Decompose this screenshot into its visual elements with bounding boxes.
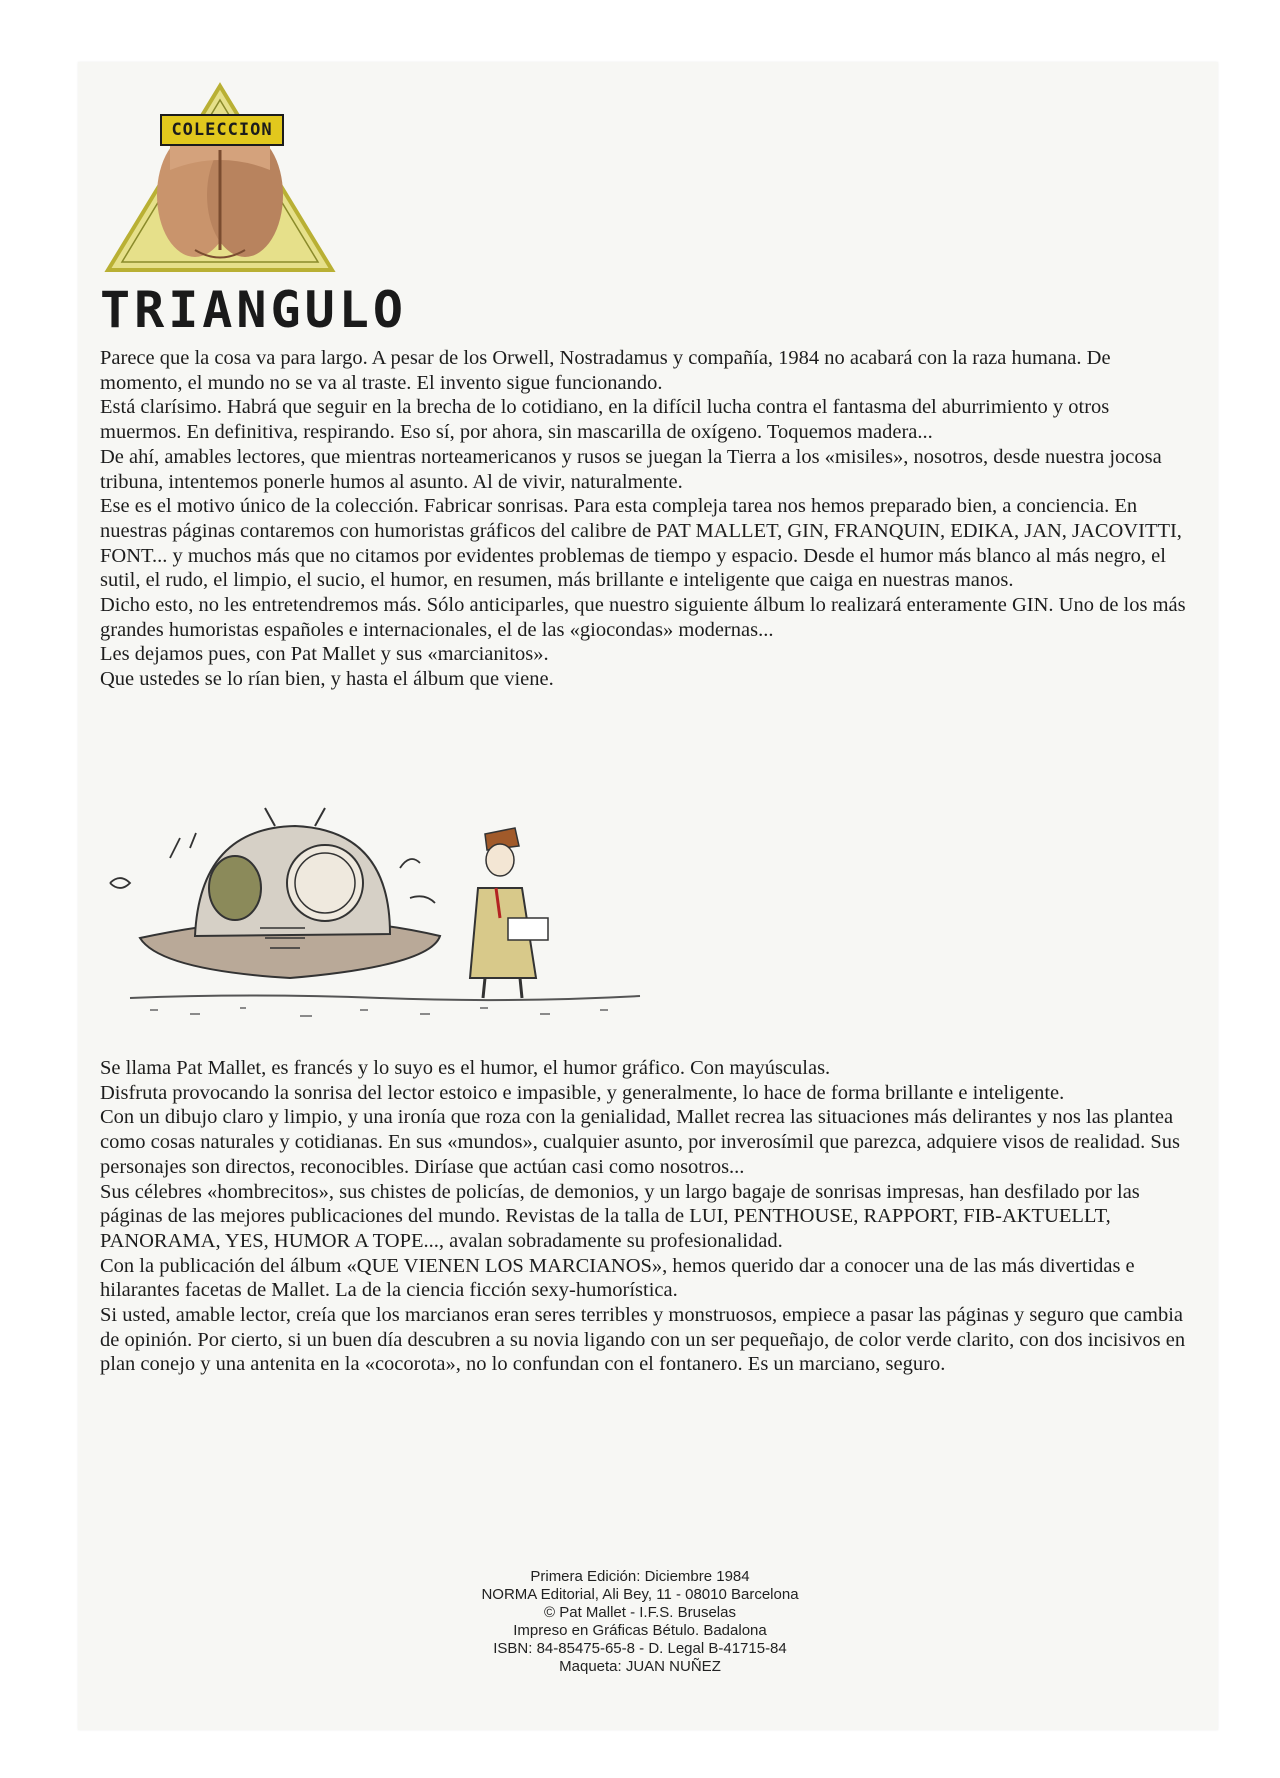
colophon-line: Impreso en Gráficas Bétulo. Badalona — [513, 1622, 767, 1639]
colophon-line: ISBN: 84-85475-65-8 - D. Legal B-41715-84 — [493, 1640, 787, 1657]
colophon-line: NORMA Editorial, Ali Bey, 11 - 08010 Barcelona — [481, 1586, 799, 1603]
bio-paragraph: Con la publicación del álbum «QUE VIENEN LOS MARCIANOS», hemos querido dar a conocer una de las más divertidas e hilarantes facetas de Mallet. La de la ciencia ficción sexy-humorística. — [100, 1254, 1135, 1302]
colophon-line: Maqueta: JUAN NUÑEZ — [559, 1658, 721, 1675]
intro-paragraph: Que ustedes se lo rían bien, y hasta el álbum que viene. — [100, 668, 554, 691]
cartoon-illustration — [100, 788, 660, 1038]
illustration-figure-icon — [157, 130, 283, 258]
colophon-line: © Pat Mallet - I.F.S. Bruselas — [544, 1604, 736, 1621]
intro-paragraph: Les dejamos pues, con Pat Mallet y sus «marcianitos». — [100, 643, 549, 666]
bio-paragraph: Si usted, amable lector, creía que los marcianos eran seres terribles y monstruosos, empiece a pasar las páginas y seguro que cambia de opinión. Por cierto, si un buen día descubren a su novia ligando con un ser pequeñajo, de color verde clarito, con dos incisivos en plan conejo y una antenita en la «cocorota», no lo confundan con el fontanero. Es un marciano, seguro. — [100, 1304, 1186, 1376]
colophon — [340, 1568, 940, 1676]
intro-paragraph: Dicho esto, no les entretendremos más. Sólo anticiparles, que nuestro siguiente álbum lo realizará enteramente GIN. Uno de los más grandes humoristas españoles e internacionales, el de las «giocondas» modernas... — [100, 594, 1186, 641]
collection-banner: COLECCION — [160, 114, 284, 146]
ground-icon — [130, 996, 640, 1017]
intro-paragraph: Está clarísimo. Habrá que seguir en la brecha de lo cotidiano, en la difícil lucha contra el fantasma del aburrimiento y otros muermos. En definitiva, respirando. Eso sí, por ahora, sin mascarilla de oxígeno. Toquemos madera... — [100, 396, 1110, 444]
bio-paragraph: Con un dibujo claro y limpio, y una ironía que roza con la genialidad, Mallet recrea las situaciones más delirantes y nos las plantea como cosas naturales y cotidianas. En sus «mundos», cualquier asunto, por inverosímil que parezca, adquiere visos de realidad. Sus personajes son directos, reconocibles. Diríase que actúan casi como nosotros... — [100, 1106, 1180, 1178]
flying-saucer-icon — [140, 808, 440, 978]
man-figure-icon — [470, 828, 548, 998]
collection-wordmark: TRIANGULO — [100, 281, 407, 339]
author-bio-text — [100, 1056, 1190, 1377]
collection-logo — [100, 80, 407, 340]
colophon-line: Primera Edición: Diciembre 1984 — [530, 1568, 750, 1585]
triangle-logo-icon — [100, 80, 340, 280]
intro-paragraph: De ahí, amables lectores, que mientras norteamericanos y rusos se juegan la Tierra a los «misiles», nosotros, desde nuestra jocosa tribuna, intentemos ponerle humos al asunto. Al de vivir, naturalmente. — [100, 445, 1162, 493]
bio-paragraph: Sus célebres «hombrecitos», sus chistes de policías, de demonios, y un largo bagaje de sonrisas impresas, han desfilado por las páginas de las mejores publicaciones del mundo. Revistas de la talla de LUI, PENTHOUSE, RAPPORT, FIB-AKTUELLT, PANORAMA, YES, HUMOR A TOPE..., avalan sobradamente su profesionalidad. — [100, 1180, 1140, 1252]
intro-paragraph: Ese es el motivo único de la colección. Fabricar sonrisas. Para esta compleja tarea nos hemos preparado bien, a conciencia. En nuestras páginas contaremos con humoristas gráficos del calibre de PAT MALLET, GIN, FRANQUIN, EDIKA, JAN, JACOVITTI, FONT... y muchos más que no citamos por evidentes problemas de tiempo y espacio. Desde el humor más blanco al más negro, el sutil, el rudo, el limpio, el sucio, el humor, en resumen, más brillante e inteligente que caiga en nuestras manos. — [100, 495, 1182, 592]
intro-text — [100, 346, 1190, 692]
bio-paragraph: Se llama Pat Mallet, es francés y lo suyo es el humor, el humor gráfico. Con mayúsculas. — [100, 1057, 831, 1079]
intro-paragraph: Parece que la cosa va para largo. A pesar de los Orwell, Nostradamus y compañía, 1984 no acabará con la raza humana. De momento, el mundo no se va al traste. El invento sigue funcionando. — [100, 347, 1111, 394]
bio-paragraph: Disfruta provocando la sonrisa del lector estoico e impasible, y generalmente, lo hace de forma brillante e inteligente. — [100, 1081, 1065, 1104]
